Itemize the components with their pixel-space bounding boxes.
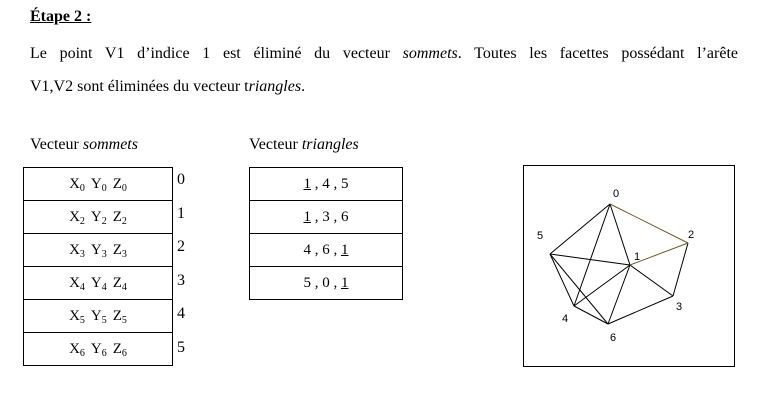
vertex-label-1: 1 xyxy=(634,251,641,263)
sommets-table xyxy=(23,167,173,366)
mesh-diagram-frame xyxy=(523,165,735,367)
sommets-row xyxy=(24,300,173,333)
vertex-coordinates: $X_3$ $Y_3$ $Z_3$ xyxy=(24,234,173,267)
edge-5-4 xyxy=(550,254,574,306)
vertex-label-6: 6 xyxy=(610,332,617,344)
triangle-indices: 5 , 0 , 1 xyxy=(250,267,403,300)
edge-3-1 xyxy=(630,265,673,296)
description-line-2: V1,V2 sont éliminées du vecteur triangles. xyxy=(30,78,306,95)
triangles-row xyxy=(250,201,403,234)
sommets-row xyxy=(24,267,173,300)
edge-4-6 xyxy=(574,306,608,324)
triangle-indices: 4 , 6 , 1 xyxy=(250,234,403,267)
step-heading: Étape 2 : xyxy=(30,8,92,25)
triangles-table xyxy=(249,167,403,300)
vertex-label-4: 4 xyxy=(562,313,569,325)
vertex-label-3: 3 xyxy=(676,301,683,313)
vertex-label-5: 5 xyxy=(537,230,544,242)
sommets-row xyxy=(24,168,173,201)
sommets-index: 2 xyxy=(177,238,185,255)
triangle-indices: 1 , 4 , 5 xyxy=(250,168,403,201)
sommets-index: 0 xyxy=(177,171,185,188)
vertex-coordinates: $X_5$ $Y_5$ $Z_5$ xyxy=(24,300,173,333)
triangle-indices: 1 , 3 , 6 xyxy=(250,201,403,234)
sommets-row xyxy=(24,234,173,267)
edge-4-1 xyxy=(574,265,630,306)
triangles-caption: Vecteur triangles xyxy=(249,136,359,153)
sommets-caption: Vecteur sommets xyxy=(30,136,138,153)
description-line-1: Le point V1 d’indice 1 est éliminé du vecteur sommets. Toutes les facettes possédant l’arête xyxy=(30,45,738,62)
vertex-label-0: 0 xyxy=(613,188,620,200)
sommets-row xyxy=(24,333,173,366)
sommets-index: 4 xyxy=(177,305,185,322)
vertex-coordinates: $X_2$ $Y_2$ $Z_2$ xyxy=(24,201,173,234)
vertex-coordinates: $X_6$ $Y_6$ $Z_6$ xyxy=(24,333,173,366)
mesh-diagram xyxy=(524,166,736,368)
vertex-coordinates: $X_4$ $Y_4$ $Z_4$ xyxy=(24,267,173,300)
edge-6-1 xyxy=(608,265,630,324)
sommets-index-column xyxy=(177,163,197,364)
triangles-row xyxy=(250,267,403,300)
edge-3-2 xyxy=(673,243,688,296)
sommets-index: 1 xyxy=(177,204,185,222)
vertex-coordinates: $X_0$ $Y_0$ $Z_0$ xyxy=(24,168,173,201)
edge-0-2 xyxy=(610,204,688,243)
edge-6-5 xyxy=(550,254,608,324)
step-description xyxy=(30,37,738,103)
triangles-row xyxy=(250,168,403,201)
sommets-index: 5 xyxy=(177,338,185,356)
vertex-label-2: 2 xyxy=(688,229,695,241)
edge-0-1 xyxy=(610,204,630,265)
edge-6-3 xyxy=(608,296,673,324)
sommets-index: 3 xyxy=(177,271,185,289)
sommets-row xyxy=(24,201,173,234)
triangles-row xyxy=(250,234,403,267)
